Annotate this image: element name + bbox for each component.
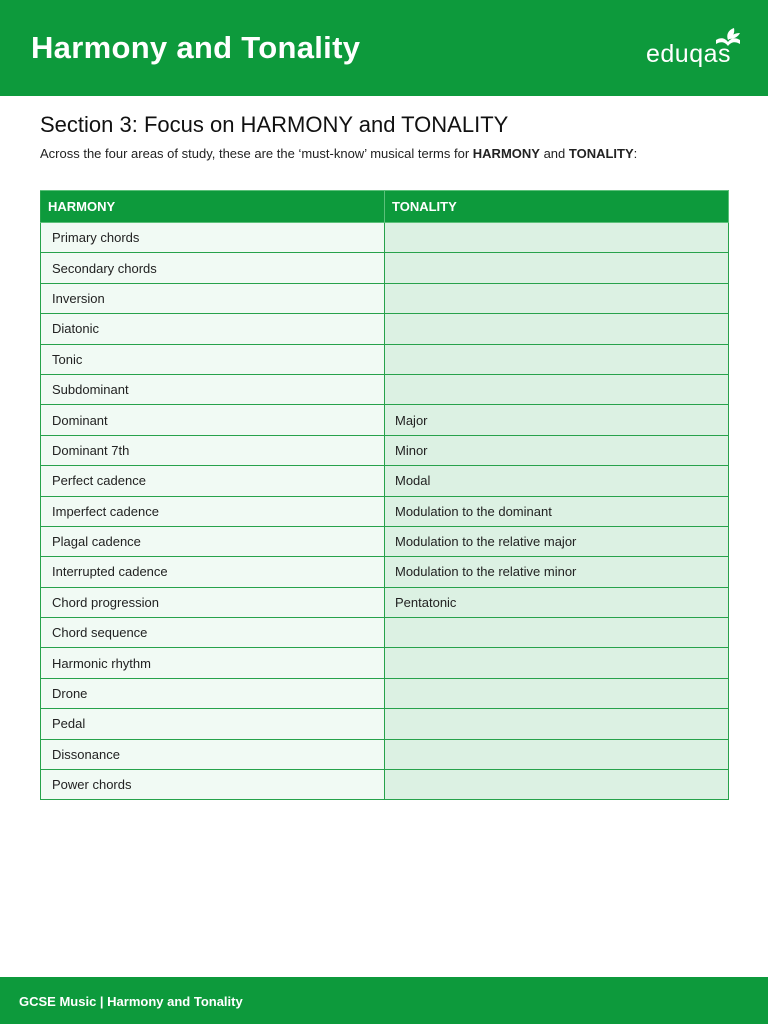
tonality-cell: Pentatonic <box>385 587 729 617</box>
intro-prefix: Across the four areas of study, these are the ‘must-know’ musical terms for <box>40 146 473 161</box>
section-title: Section 3: Focus on HARMONY and TONALITY <box>40 112 509 137</box>
intro-and: and <box>539 146 569 161</box>
tonality-cell <box>385 618 729 648</box>
harmony-cell: Power chords <box>41 770 385 800</box>
harmony-cell: Pedal <box>41 709 385 739</box>
table-row <box>41 770 729 800</box>
table-row <box>41 283 729 313</box>
tonality-cell <box>385 344 729 374</box>
harmony-cell: Plagal cadence <box>41 526 385 556</box>
tonality-cell <box>385 648 729 678</box>
table-row <box>41 466 729 496</box>
table-row <box>41 709 729 739</box>
terms-table <box>40 190 729 800</box>
eduqas-logo <box>646 26 742 70</box>
header-title: Harmony and Tonality <box>31 30 361 65</box>
table-row <box>41 587 729 617</box>
table-row <box>41 678 729 708</box>
intro-text <box>40 146 637 162</box>
table-body <box>41 223 729 800</box>
table-row <box>41 739 729 769</box>
tonality-cell: Modulation to the dominant <box>385 496 729 526</box>
logo-text: eduqas <box>646 40 732 68</box>
harmony-cell: Chord progression <box>41 587 385 617</box>
table-row <box>41 344 729 374</box>
harmony-cell: Perfect cadence <box>41 466 385 496</box>
table-row <box>41 526 729 556</box>
harmony-cell: Dominant <box>41 405 385 435</box>
table-row <box>41 435 729 465</box>
tonality-cell <box>385 678 729 708</box>
harmony-cell: Harmonic rhythm <box>41 648 385 678</box>
table-row <box>41 314 729 344</box>
harmony-cell: Tonic <box>41 344 385 374</box>
tonality-cell <box>385 739 729 769</box>
harmony-cell: Drone <box>41 678 385 708</box>
harmony-cell: Dominant 7th <box>41 435 385 465</box>
table-row <box>41 496 729 526</box>
harmony-cell: Chord sequence <box>41 618 385 648</box>
harmony-cell: Primary chords <box>41 223 385 253</box>
table-row <box>41 223 729 253</box>
harmony-cell: Dissonance <box>41 739 385 769</box>
tonality-cell: Modulation to the relative minor <box>385 557 729 587</box>
table-row <box>41 405 729 435</box>
table-row <box>41 374 729 404</box>
tonality-cell: Minor <box>385 435 729 465</box>
footer-text: GCSE Music | Harmony and Tonality <box>19 994 243 1009</box>
harmony-cell: Secondary chords <box>41 253 385 283</box>
column-header-harmony: HARMONY <box>41 191 385 223</box>
table-header-row <box>41 191 729 223</box>
page-footer <box>0 977 768 1024</box>
table-row <box>41 253 729 283</box>
tonality-cell: Modal <box>385 466 729 496</box>
intro-tonality: TONALITY <box>568 146 634 161</box>
harmony-cell: Interrupted cadence <box>41 557 385 587</box>
intro-suffix: : <box>633 146 638 161</box>
tonality-cell <box>385 770 729 800</box>
column-header-tonality: TONALITY <box>385 191 729 223</box>
table-row <box>41 557 729 587</box>
harmony-cell: Subdominant <box>41 374 385 404</box>
tonality-cell: Modulation to the relative major <box>385 526 729 556</box>
page-header <box>0 0 768 96</box>
tonality-cell <box>385 374 729 404</box>
intro-harmony: HARMONY <box>472 146 540 161</box>
tonality-cell <box>385 709 729 739</box>
harmony-cell: Diatonic <box>41 314 385 344</box>
harmony-cell: Imperfect cadence <box>41 496 385 526</box>
book-leaf-icon <box>714 26 742 48</box>
tonality-cell <box>385 283 729 313</box>
tonality-cell <box>385 223 729 253</box>
tonality-cell: Major <box>385 405 729 435</box>
table-row <box>41 618 729 648</box>
tonality-cell <box>385 253 729 283</box>
table-row <box>41 648 729 678</box>
harmony-cell: Inversion <box>41 283 385 313</box>
tonality-cell <box>385 314 729 344</box>
